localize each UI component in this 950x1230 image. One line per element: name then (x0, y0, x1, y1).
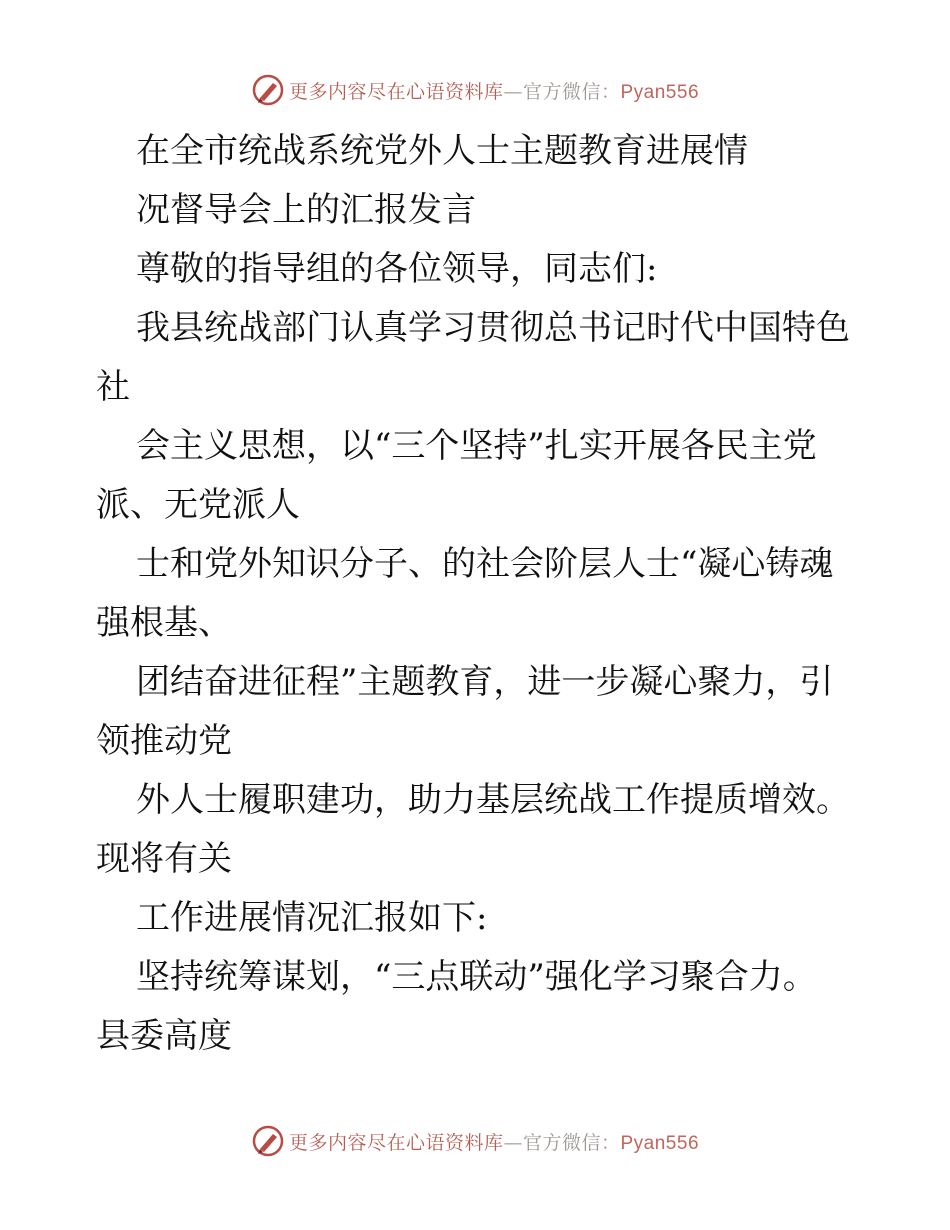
pen-logo-icon (251, 73, 285, 107)
watermark-brand: 更多内容尽在心语资料库 (288, 80, 504, 103)
text-line: 团结奋进征程”主题教育，进一步凝心聚力，引 (136, 662, 834, 702)
text-line: 工作进展情况汇报如下: (136, 898, 488, 938)
watermark-wechat-id: Pyan556 (620, 81, 700, 103)
text-line: 外人士履职建功，助力基层统战工作提质增效。 (136, 780, 850, 820)
text-line: 坚持统筹谋划，“三点联动”强化学习聚合力。 (136, 957, 817, 997)
text-line: 尊敬的指导组的各位领导，同志们: (136, 249, 658, 289)
text-line: 社 (96, 367, 130, 407)
text-line: 况督导会上的汇报发言 (136, 190, 476, 230)
document-body (96, 122, 866, 1066)
watermark-text (289, 77, 699, 104)
text-line: 派、无党派人 (96, 485, 300, 525)
text-line: 县委高度 (96, 1016, 232, 1056)
text-line: 强根基、 (96, 603, 232, 643)
text-line: 领推动党 (96, 721, 232, 761)
watermark-wechat-id: Pyan556 (620, 1132, 700, 1154)
watermark-dash: — (503, 80, 523, 103)
watermark-wechat-label: 官方微信： (522, 80, 621, 103)
watermark-wechat-label: 官方微信： (522, 1131, 621, 1154)
text-line: 会主义思想，以“三个坚持”扎实开展各民主党 (136, 426, 817, 466)
pen-logo-icon (251, 1124, 285, 1158)
header-watermark (0, 70, 950, 110)
text-line: 我县统战部门认真学习贯彻总书记时代中国特色 (136, 308, 850, 348)
text-line: 在全市统战系统党外人士主题教育进展情 (136, 131, 748, 171)
watermark-dash: — (503, 1131, 523, 1154)
watermark-text (289, 1128, 699, 1155)
text-line: 士和党外知识分子、的社会阶层人士“凝心铸魂 (136, 544, 834, 584)
watermark-brand: 更多内容尽在心语资料库 (288, 1131, 504, 1154)
footer-watermark (0, 1121, 950, 1161)
text-line: 现将有关 (96, 839, 232, 879)
